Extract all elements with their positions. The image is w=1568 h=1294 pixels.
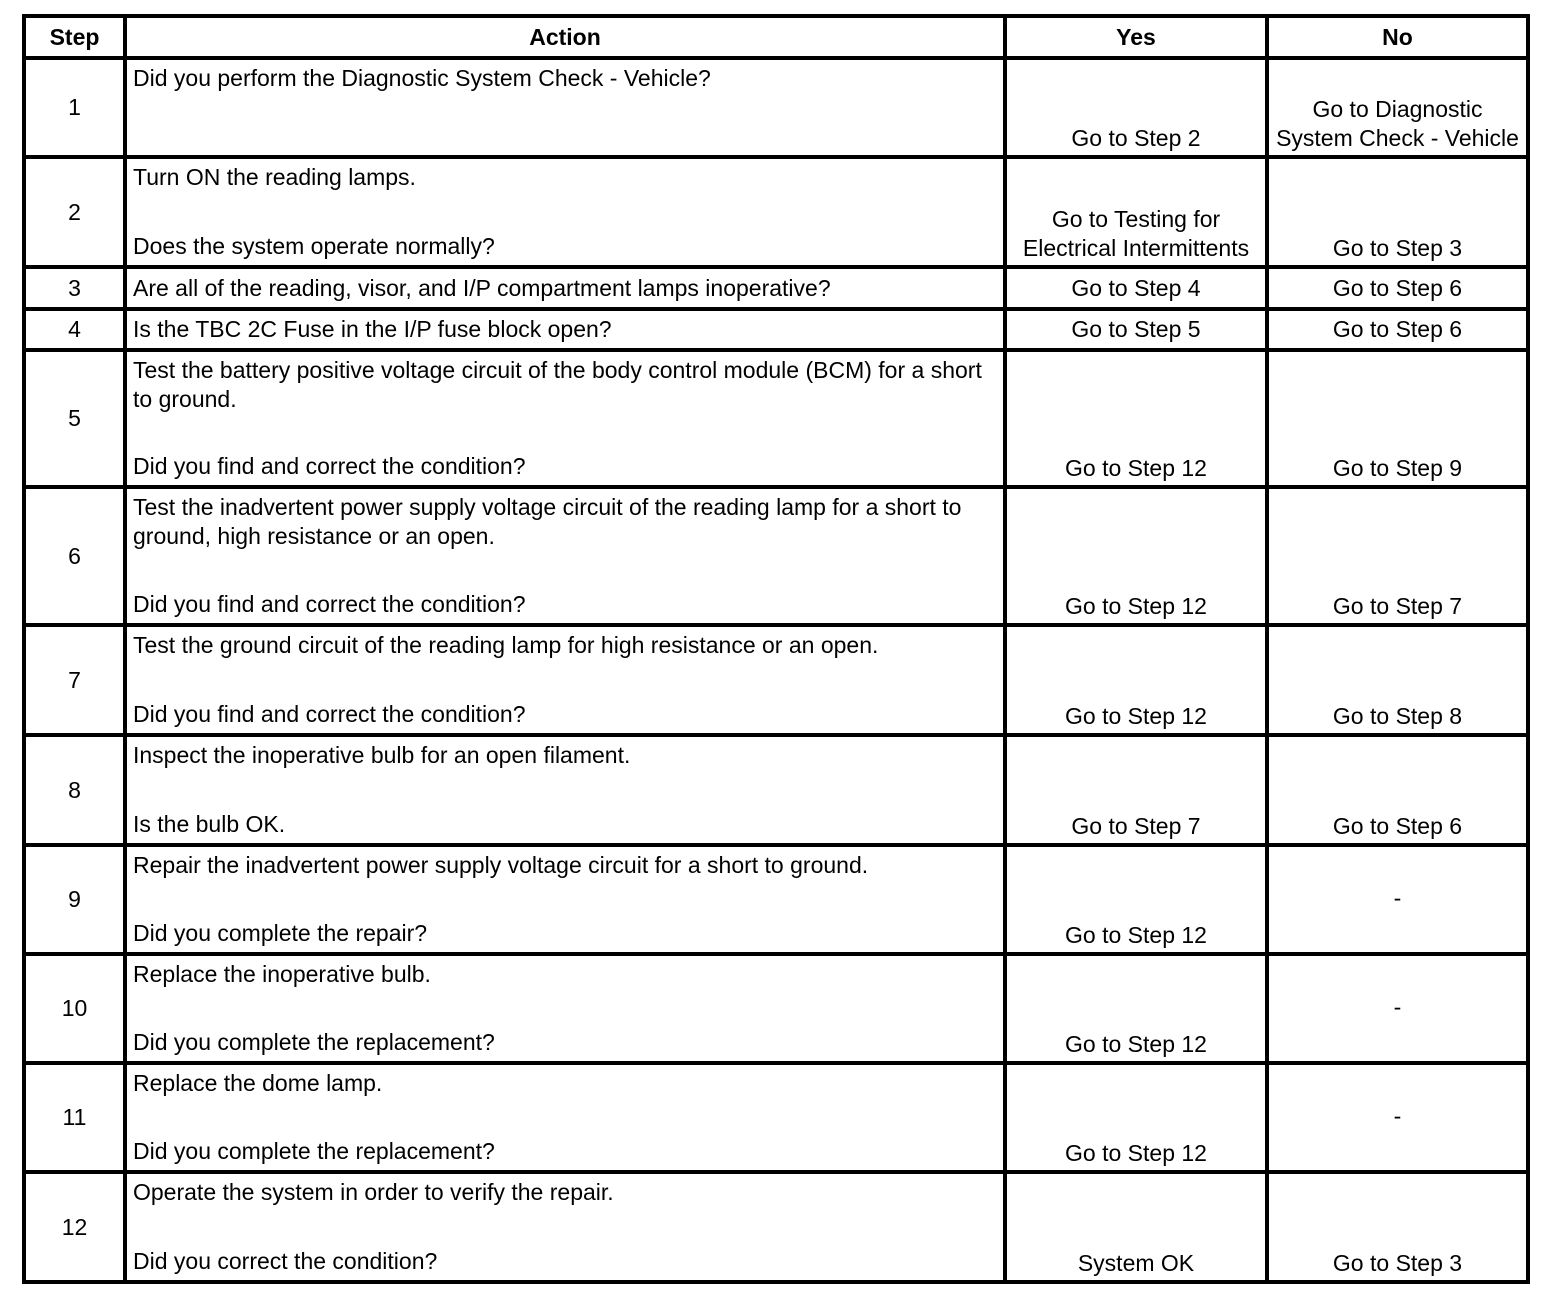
no-outcome: Go to Diagnostic System Check - Vehicle [1267,58,1528,157]
table-row [24,845,1528,954]
table-row [24,157,1528,267]
no-outcome: Go to Step 6 [1267,309,1528,350]
action-cell [125,1063,1005,1172]
yes-outcome: Go to Step 12 [1005,1063,1267,1172]
action-question: Did you complete the repair? [133,920,428,946]
table-header-row [24,16,1528,58]
step-number: 9 [24,845,125,954]
yes-outcome: Go to Step 5 [1005,309,1267,350]
action-cell [125,350,1005,487]
header-no: No [1267,16,1528,58]
no-outcome: Go to Step 3 [1267,157,1528,267]
yes-outcome: Go to Step 12 [1005,350,1267,487]
step-number: 6 [24,487,125,625]
action-question: Does the system operate normally? [133,233,495,259]
table-body [24,58,1528,1282]
step-number: 12 [24,1172,125,1282]
action-cell [125,157,1005,267]
table-row [24,1063,1528,1172]
action-question: Did you find and correct the condition? [133,453,526,479]
action-cell [125,845,1005,954]
action-cell [125,625,1005,735]
action-question: Did you complete the replacement? [133,1138,495,1164]
action-question: Did you correct the condition? [133,1248,438,1274]
header-yes: Yes [1005,16,1267,58]
action-cell [125,309,1005,350]
yes-outcome: Go to Step 4 [1005,267,1267,309]
action-instruction: Is the TBC 2C Fuse in the I/P fuse block open? [133,316,612,342]
table-row [24,267,1528,309]
table-row [24,735,1528,845]
header-step: Step [24,16,125,58]
step-number: 2 [24,157,125,267]
yes-outcome: Go to Step 2 [1005,58,1267,157]
action-cell [125,267,1005,309]
header-action: Action [125,16,1005,58]
no-outcome: Go to Step 6 [1267,267,1528,309]
yes-outcome: Go to Step 7 [1005,735,1267,845]
action-instruction: Turn ON the reading lamps. [133,164,416,190]
yes-outcome: Go to Step 12 [1005,487,1267,625]
step-number: 1 [24,58,125,157]
table-row [24,954,1528,1063]
action-instruction: Are all of the reading, visor, and I/P compartment lamps inoperative? [133,274,831,301]
action-instruction: Replace the inoperative bulb. [133,961,431,987]
yes-outcome: Go to Testing for Electrical Intermittents [1005,157,1267,267]
no-outcome: Go to Step 3 [1267,1172,1528,1282]
table-row [24,58,1528,157]
action-cell [125,735,1005,845]
action-cell [125,487,1005,625]
action-instruction: Test the inadvertent power supply voltage circuit of the reading lamp for a short to ground, high resistance or an open. [133,494,962,549]
step-number: 3 [24,267,125,309]
action-question: Did you find and correct the condition? [133,591,526,617]
no-outcome: - [1267,1063,1528,1172]
step-number: 11 [24,1063,125,1172]
table-row [24,350,1528,487]
step-number: 8 [24,735,125,845]
step-number: 10 [24,954,125,1063]
step-number: 7 [24,625,125,735]
no-outcome: Go to Step 6 [1267,735,1528,845]
yes-outcome: Go to Step 12 [1005,845,1267,954]
action-instruction: Test the battery positive voltage circuit of the body control module (BCM) for a short to ground. [133,357,982,412]
yes-outcome: System OK [1005,1172,1267,1282]
action-instruction: Operate the system in order to verify the repair. [133,1179,614,1205]
step-number: 4 [24,309,125,350]
yes-outcome: Go to Step 12 [1005,625,1267,735]
table-row [24,1172,1528,1282]
action-question: Did you find and correct the condition? [133,701,526,727]
action-instruction: Test the ground circuit of the reading lamp for high resistance or an open. [133,632,879,658]
action-instruction: Repair the inadvertent power supply voltage circuit for a short to ground. [133,852,869,878]
diagnostic-table-container [22,14,1530,1284]
step-number: 5 [24,350,125,487]
no-outcome: - [1267,954,1528,1063]
action-cell [125,954,1005,1063]
diagnostic-table [22,14,1530,1284]
action-question: Did you complete the replacement? [133,1029,495,1055]
no-outcome: Go to Step 9 [1267,350,1528,487]
table-row [24,487,1528,625]
action-cell [125,58,1005,157]
no-outcome: - [1267,845,1528,954]
action-question: Is the bulb OK. [133,811,286,837]
yes-outcome: Go to Step 12 [1005,954,1267,1063]
action-instruction: Did you perform the Diagnostic System Check - Vehicle? [133,65,711,91]
no-outcome: Go to Step 7 [1267,487,1528,625]
action-instruction: Inspect the inoperative bulb for an open filament. [133,742,631,768]
action-cell [125,1172,1005,1282]
table-row [24,309,1528,350]
action-instruction: Replace the dome lamp. [133,1070,383,1096]
no-outcome: Go to Step 8 [1267,625,1528,735]
table-row [24,625,1528,735]
